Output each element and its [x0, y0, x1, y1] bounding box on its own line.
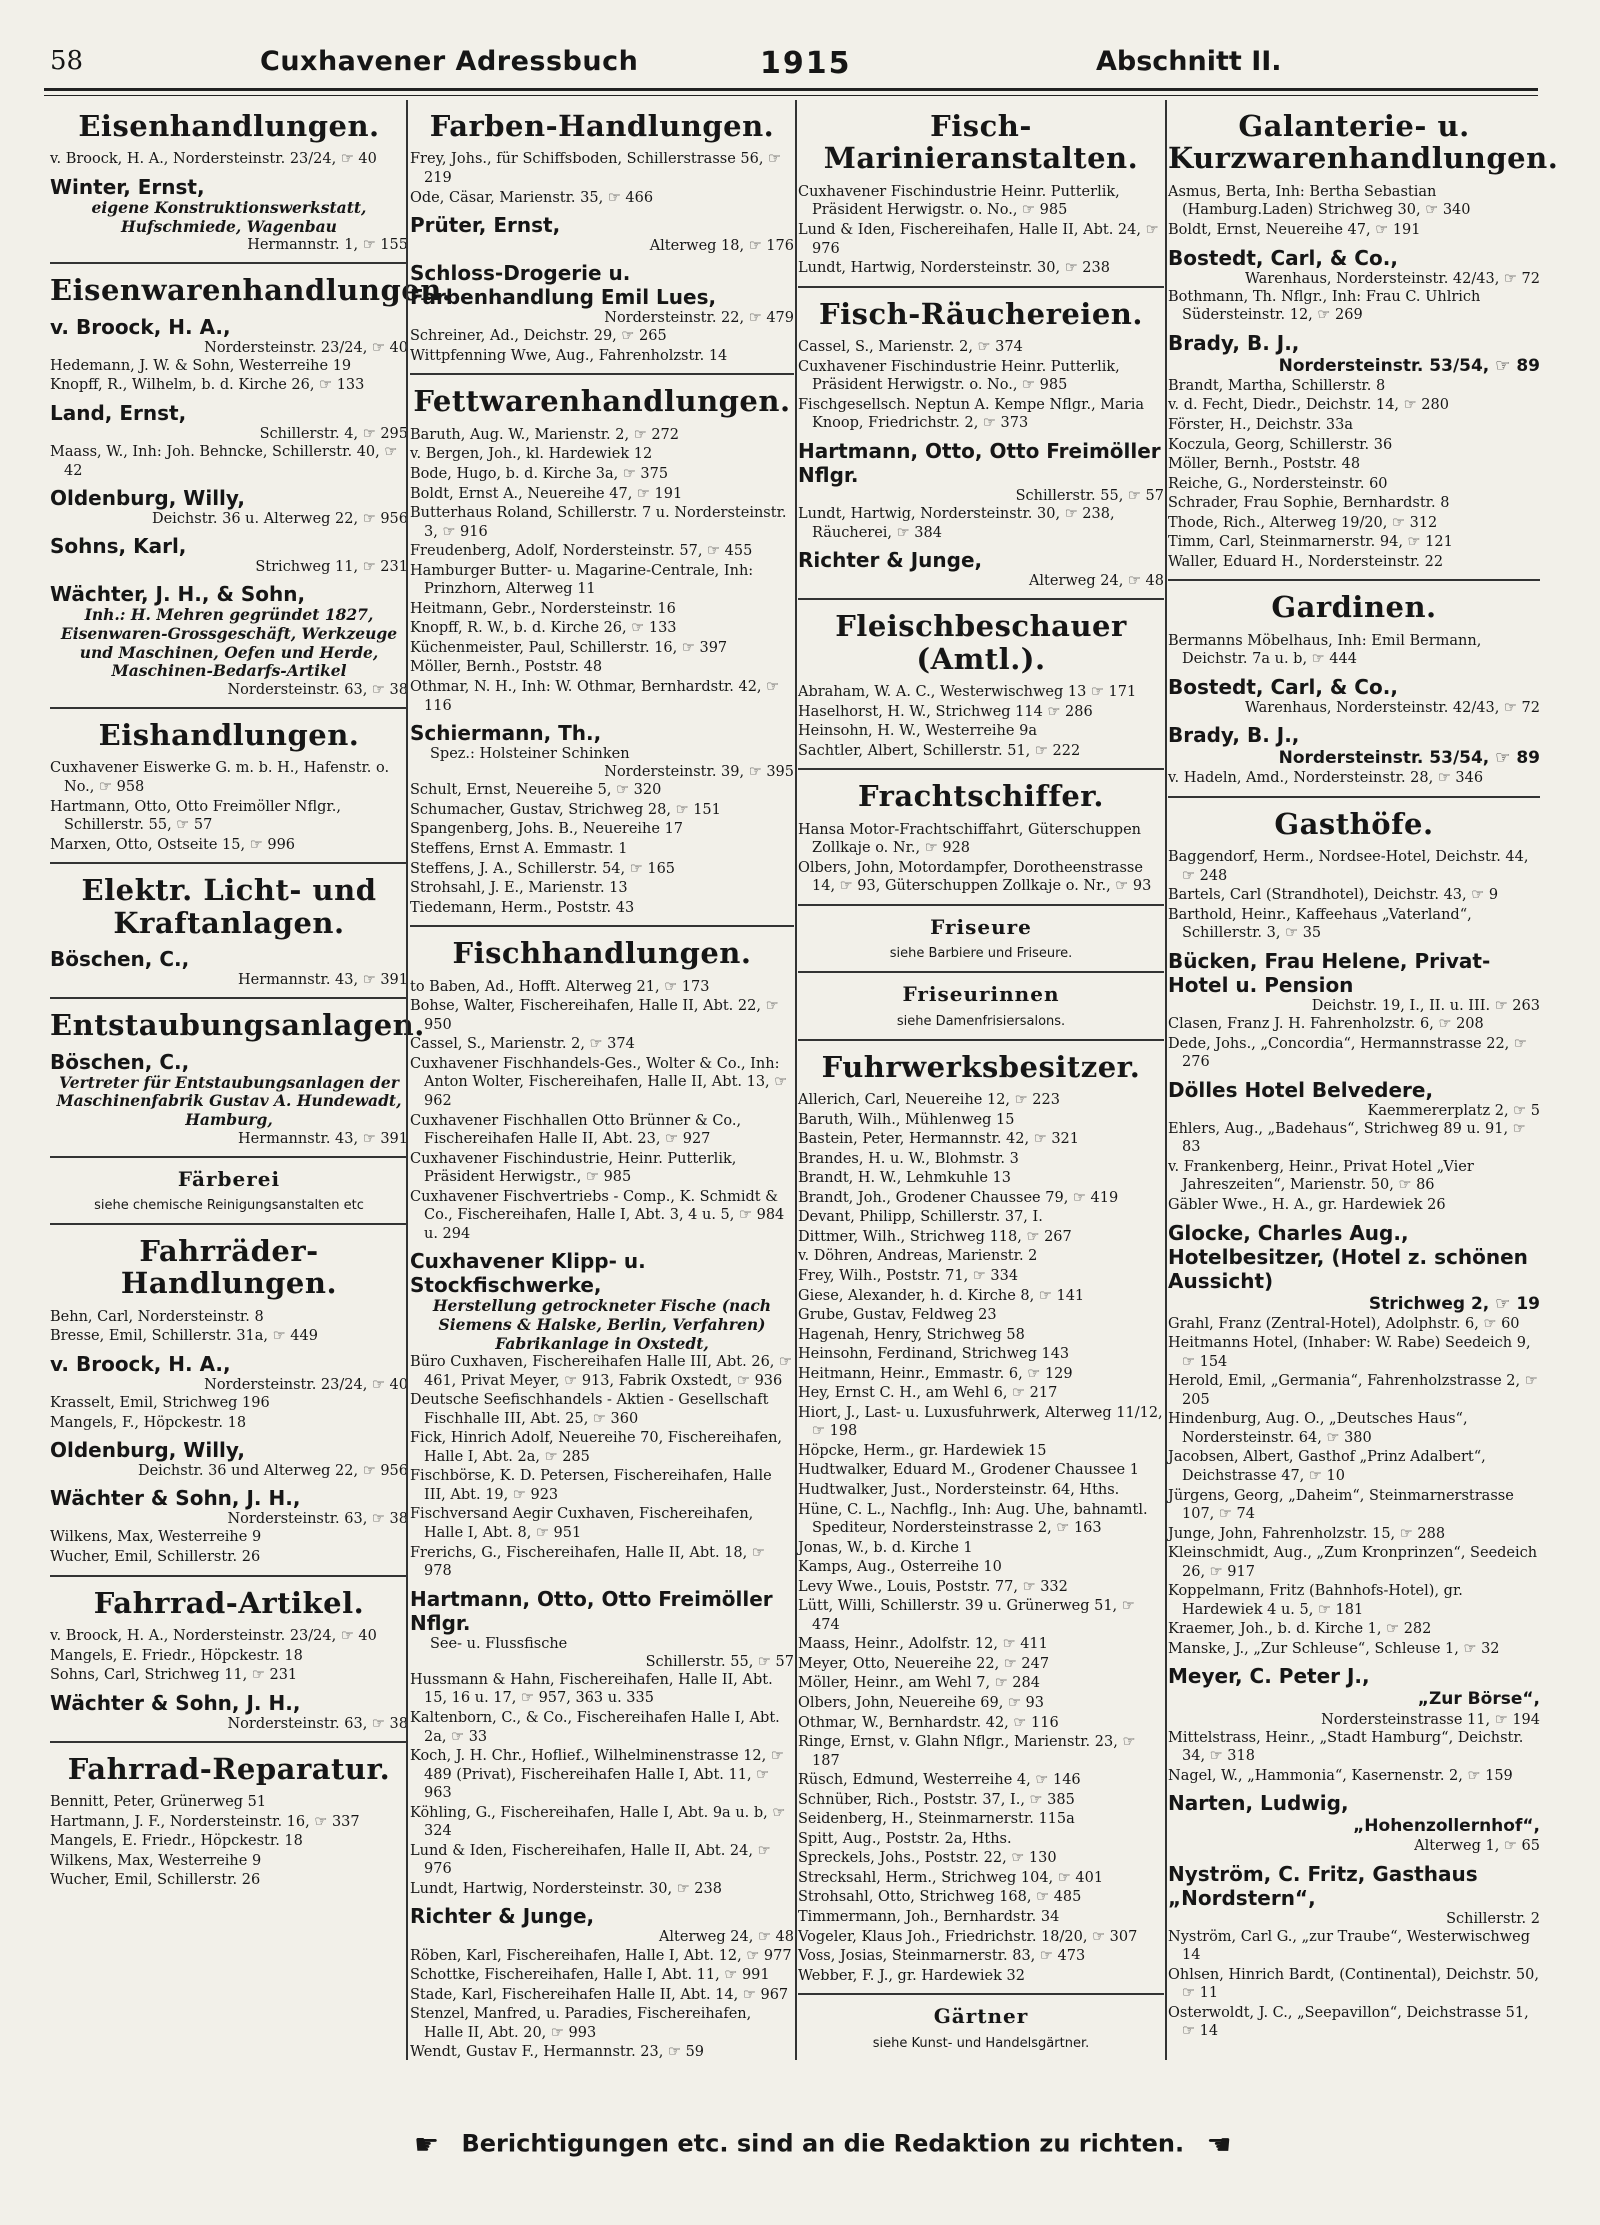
business-address: Strichweg 2, ☞ 19 [1368, 1293, 1540, 1314]
directory-entry: Behn, Carl, Nordersteinstr. 8 [50, 1308, 264, 1325]
section-rule [50, 707, 408, 709]
business-name: Brady, B. J., [1168, 330, 1300, 355]
column-1 [50, 100, 453, 2060]
directory-entry: Freudenberg, Adolf, Nordersteinstr. 57, ☞ 455 [410, 543, 753, 560]
header-rule [44, 88, 1538, 96]
directory-entry: Timm, Carl, Steinmarnerstr. 94, ☞ 121 [1168, 534, 1453, 551]
business-name: Sohns, Karl, [50, 534, 187, 559]
directory-entry: Ode, Cäsar, Marienstr. 35, ☞ 466 [410, 189, 654, 206]
directory-entry: Stenzel, Manfred, u. Paradies, Fischereihafen, Halle II, Abt. 20, ☞ 993 [410, 2006, 752, 2041]
directory-entry: Jonas, W., b. d. Kirche 1 [798, 1539, 973, 1556]
section-title: Fischhandlungen. [452, 936, 752, 971]
business-name: Wächter, J. H., & Sohn, [50, 582, 306, 607]
directory-entry: Nagel, W., „Hammonia“, Kasernenstr. 2, ☞ 159 [1168, 1767, 1513, 1784]
directory-entry: Ohlsen, Hinrich Bardt, (Continental), Deichstr. 50, ☞ 11 [1168, 1966, 1539, 2002]
section-title: Färberei [177, 1166, 281, 1191]
directory-entry: Asmus, Berta, Inh: Bertha Sebastian (Hamburg.Laden) Strichweg 30, ☞ 340 [1168, 183, 1471, 219]
directory-entry: Förster, H., Deichstr. 33a [1168, 416, 1354, 433]
business-detail: Alterweg 18, ☞ 176 [649, 238, 794, 255]
directory-entry: Dede, Johs., „Concordia“, Hermannstrasse 22, ☞ 276 [1168, 1035, 1527, 1071]
directory-entry: Cuxhavener Fischindustrie Heinr. Putterlik, Präsident Herwigstr. o. No., ☞ 985 [798, 358, 1120, 394]
business-detail: eigene Konstruktionswerkstatt, Hufschmiede, Wagenbau [91, 198, 367, 236]
directory-entry: Timmermann, Joh., Bernhardstr. 34 [798, 1909, 1060, 1925]
business-detail: Schillerstr. 4, ☞ 295 [259, 426, 408, 443]
directory-entry: Baruth, Wilh., Mühlenweg 15 [798, 1111, 1015, 1128]
page-header [48, 44, 1538, 92]
directory-entry: Koppelmann, Fritz (Bahnhofs-Hotel), gr. Hardewiek 4 u. 5, ☞ 181 [1168, 1583, 1463, 1618]
directory-entry: Hey, Ernst C. H., am Wehl 6, ☞ 217 [798, 1385, 1058, 1402]
directory-entry: Jürgens, Georg, „Daheim“, Steinmarnerstrasse 107, ☞ 74 [1168, 1487, 1514, 1523]
directory-entry: Frerichs, G., Fischereihafen, Halle II, Abt. 18, ☞ 978 [410, 1544, 765, 1580]
directory-entry: Wilkens, Max, Westerreihe 9 [50, 1529, 262, 1546]
business-detail: Strichweg 11, ☞ 231 [255, 559, 408, 576]
directory-entry: Rüsch, Edmund, Westerreihe 4, ☞ 146 [798, 1772, 1081, 1789]
year: 1915 [760, 46, 852, 81]
directory-entry: Schreiner, Ad., Deichstr. 29, ☞ 265 [410, 328, 667, 345]
business-name: Bücken, Frau Helene, Privat-Hotel u. Pension [1168, 948, 1491, 997]
business-name: Richter & Junge, [410, 1904, 595, 1929]
directory-entry: Webber, F. J., gr. Hardewiek 32 [798, 1967, 1025, 1984]
business-detail: Hermannstr. 43, ☞ 391 [237, 1130, 408, 1147]
directory-entry: Maass, Heinr., Adolfstr. 12, ☞ 411 [798, 1636, 1048, 1653]
directory-entry: Marxen, Otto, Ostseite 15, ☞ 996 [50, 836, 296, 853]
section-title: Fleischbeschauer (Amtl.). [835, 609, 1127, 676]
directory-entry: Bastein, Peter, Hermannstr. 42, ☞ 321 [798, 1131, 1080, 1148]
directory-entry: Hiort, J., Last- u. Luxusfuhrwerk, Alterweg 11/12, ☞ 198 [798, 1404, 1163, 1440]
column-divider [795, 100, 797, 2060]
see-reference: siehe Kunst- und Handelsgärtner. [872, 2035, 1090, 2051]
directory-entry: Hussmann & Hahn, Fischereihafen, Halle II, Abt. 15, 16 u. 17, ☞ 957, 363 u. 335 [410, 1671, 773, 1707]
directory-entry: Heitmann, Heinr., Emmastr. 6, ☞ 129 [798, 1365, 1073, 1382]
directory-entry: Fischbörse, K. D. Petersen, Fischereihafen, Halle III, Abt. 19, ☞ 923 [410, 1468, 772, 1503]
directory-entry: Schumacher, Gustav, Strichweg 28, ☞ 151 [410, 801, 721, 818]
directory-entry: Abraham, W. A. C., Westerwischweg 13 ☞ 171 [798, 684, 1137, 701]
directory-entry: Röben, Karl, Fischereihafen, Halle I, Abt. 12, ☞ 977 [410, 1947, 792, 1964]
directory-entry: Lund & Iden, Fischereihafen, Halle II, Abt. 24, ☞ 976 [798, 222, 1159, 257]
directory-entry: Kamps, Aug., Osterreihe 10 [798, 1559, 1002, 1576]
section-rule [798, 904, 1164, 906]
directory-entry: Gäbler Wwe., H. A., gr. Hardewiek 26 [1168, 1196, 1446, 1213]
section-title: Frachtschiffer. [858, 779, 1104, 814]
section-rule [798, 971, 1164, 973]
business-detail: Deichstr. 36 u. Alterweg 22, ☞ 956 [151, 511, 408, 528]
business-address: Nordersteinstr. 53/54, ☞ 89 [1278, 355, 1540, 376]
section-title: Fahrrad-Artikel. [93, 1585, 365, 1620]
directory-entry: Mangels, F., Höpckestr. 18 [50, 1414, 247, 1431]
directory-entry: to Baben, Ad., Hofft. Alterweg 21, ☞ 173 [410, 978, 710, 995]
directory-entry: Lundt, Hartwig, Nordersteinstr. 30, ☞ 238 [798, 260, 1110, 277]
section-title: Fisch-Räuchereien. [819, 296, 1143, 331]
directory-entry: Cuxhavener Eiswerke G. m. b. H., Hafenstr. o. No., ☞ 958 [50, 760, 390, 795]
business-name: Oldenburg, Willy, [50, 1438, 245, 1463]
directory-entry: Hudtwalker, Eduard M., Grodener Chaussee 1 [798, 1462, 1139, 1479]
footer-text: Berichtigungen etc. sind an die Redaktion zu richten. [461, 2129, 1185, 2158]
business-detail: Nordersteinstr. 63, ☞ 38 [227, 1715, 408, 1732]
business-detail: Vertreter für Entstaubungsanlagen der Maschinenfabrik Gustav A. Hundewadt, Hamburg, [56, 1072, 402, 1129]
directory-entry: Hansa Motor-Frachtschiffahrt, Güterschuppen Zollkaje o. Nr., ☞ 928 [798, 821, 1141, 857]
business-name: Winter, Ernst, [50, 175, 205, 200]
directory-entry: Bode, Hugo, b. d. Kirche 3a, ☞ 375 [410, 466, 669, 483]
directory-entry: Heinsohn, Ferdinand, Strichweg 143 [798, 1346, 1070, 1363]
column-3 [798, 100, 1164, 2060]
see-reference: siehe Barbiere und Friseure. [889, 946, 1073, 962]
section-rule [50, 1223, 408, 1225]
directory-entry: Hüne, C. L., Nachflg., Inh: Aug. Uhe, bahnamtl. Spediteur, Nordersteinstrasse 2, ☞ 163 [798, 1501, 1148, 1537]
directory-entry: Brandt, Joh., Grodener Chaussee 79, ☞ 419 [798, 1189, 1119, 1206]
directory-entry: Koch, J. H. Chr., Hoflief., Wilhelminenstrasse 12, ☞ 489 (Privat), Fischereihafen Halle I, Abt. 11, ☞ 963 [410, 1748, 784, 1802]
directory-entry: Köhling, G., Fischereihafen, Halle I, Abt. 9a u. b, ☞ 324 [410, 1804, 786, 1840]
directory-entry: Möller, Heinr., am Wehl 7, ☞ 284 [798, 1675, 1040, 1692]
directory-entry: Allerich, Carl, Neuereihe 12, ☞ 223 [798, 1092, 1060, 1109]
directory-entry: v. Döhren, Andreas, Marienstr. 2 [798, 1248, 1038, 1265]
section-title: Entstaubungsanlagen. [50, 1008, 425, 1043]
footer-note [400, 2128, 1400, 2168]
column-4 [1168, 100, 1559, 2060]
directory-entry: Cassel, S., Marienstr. 2, ☞ 374 [798, 339, 1023, 356]
directory-entry: Knopff, R. W., b. d. Kirche 26, ☞ 133 [410, 620, 677, 637]
directory-entry: Junge, John, Fahrenholzstr. 15, ☞ 288 [1168, 1525, 1446, 1542]
business-detail: Nordersteinstr. 63, ☞ 38 [227, 1511, 408, 1528]
directory-entry: Grube, Gustav, Feldweg 23 [798, 1307, 997, 1324]
directory-entry: Stade, Karl, Fischereihafen Halle II, Abt. 14, ☞ 967 [410, 1986, 789, 2003]
directory-entry: Hindenburg, Aug. O., „Deutsches Haus“, Nordersteinstr. 64, ☞ 380 [1168, 1411, 1468, 1446]
directory-entry: Baggendorf, Herm., Nordsee-Hotel, Deichstr. 44, ☞ 248 [1168, 849, 1529, 884]
directory-entry: Spitt, Aug., Poststr. 2a, Hths. [798, 1830, 1012, 1847]
section-title: Gardinen. [1271, 590, 1437, 625]
directory-entry: Hartmann, Otto, Otto Freimöller Nflgr., Schillerstr. 55, ☞ 57 [50, 798, 341, 834]
page-number: 58 [50, 46, 84, 76]
directory-entry: Frey, Johs., für Schiffsboden, Schillerstrasse 56, ☞ 219 [410, 151, 782, 187]
directory-entry: Maass, W., Inh: Joh. Behncke, Schillerstr. 40, ☞ 42 [50, 444, 398, 479]
directory-entry: Fischversand Aegir Cuxhaven, Fischereihafen, Halle I, Abt. 8, ☞ 951 [410, 1506, 754, 1542]
business-name: Böschen, C., [50, 947, 190, 972]
section-rule [1168, 579, 1540, 581]
business-name: Wächter & Sohn, J. H., [50, 1690, 301, 1715]
business-detail: Nordersteinstr. 23/24, ☞ 40 [204, 1376, 408, 1393]
directory-entry: Cuxhavener Fischindustrie, Heinr. Putterlik, Präsident Herwigstr., ☞ 985 [410, 1150, 737, 1186]
business-detail: Hermannstr. 1, ☞ 155 [247, 237, 408, 254]
directory-entry: Seidenberg, H., Steinmarnerstr. 115a [798, 1811, 1075, 1828]
directory-entry: Wilkens, Max, Westerreihe 9 [50, 1852, 262, 1869]
directory-entry: Tiedemann, Herm., Poststr. 43 [410, 899, 635, 916]
directory-entry: Haselhorst, H. W., Strichweg 114 ☞ 286 [798, 703, 1093, 720]
directory-entry: Schottke, Fischereihafen, Halle I, Abt. 11, ☞ 991 [410, 1967, 770, 1984]
directory-entry: Manske, J., „Zur Schleuse“, Schleuse 1, ☞ 32 [1168, 1640, 1500, 1657]
directory-entry: Steffens, Ernst A. Emmastr. 1 [410, 841, 628, 858]
directory-entry: Steffens, J. A., Schillerstr. 54, ☞ 165 [410, 860, 676, 877]
directory-entry: Levy Wwe., Louis, Poststr. 77, ☞ 332 [798, 1578, 1068, 1595]
directory-entry: Deutsche Seefischhandels - Aktien - Gesellschaft Fischhalle III, Abt. 25, ☞ 360 [410, 1392, 769, 1427]
directory-entry: Wittpfenning Wwe, Aug., Fahrenholzstr. 14 [410, 347, 728, 364]
directory-entry: Knopff, R., Wilhelm, b. d. Kirche 26, ☞ 133 [50, 377, 365, 394]
section-title: Farben-Handlungen. [429, 109, 775, 143]
section-title: Eisenwarenhandlungen. [50, 273, 453, 308]
business-detail: Warenhaus, Nordersteinstr. 42/43, ☞ 72 [1245, 270, 1540, 287]
see-reference: siehe chemische Reinigungsanstalten etc [94, 1198, 364, 1214]
business-name: Hartmann, Otto, Otto Freimöller Nflgr. [410, 1586, 773, 1635]
directory-entry: Thode, Rich., Alterweg 19/20, ☞ 312 [1168, 514, 1438, 531]
business-detail: Nordersteinstr. 63, ☞ 38 [227, 681, 408, 698]
section-rule [410, 373, 794, 375]
business-address: „Hohenzollernhof“, [1353, 1816, 1540, 1837]
directory-entry: Ringe, Ernst, v. Glahn Nflgr., Marienstr. 23, ☞ 187 [798, 1734, 1136, 1769]
directory-entry: Hagenah, Henry, Strichweg 58 [798, 1326, 1025, 1343]
business-name: Meyer, C. Peter J., [1168, 1664, 1370, 1689]
directory-entry: Boldt, Ernst, Neuereihe 47, ☞ 191 [1168, 222, 1421, 239]
directory-entry: Hedemann, J. W. & Sohn, Westerreihe 19 [50, 357, 352, 374]
business-detail: Schillerstr. 55, ☞ 57 [645, 1653, 794, 1670]
business-name: v. Broock, H. A., [50, 314, 231, 339]
section-title: Galanterie- u. Kurzwarenhandlungen. [1168, 109, 1559, 176]
directory-entry: Heitmanns Hotel, (Inhaber: W. Rabe) Seedeich 9, ☞ 154 [1168, 1335, 1531, 1370]
directory-entry: Lütt, Willi, Schillerstr. 39 u. Grünerweg 51, ☞ 474 [798, 1598, 1135, 1633]
section-title: Friseure [930, 915, 1032, 939]
business-name: Prüter, Ernst, [410, 213, 561, 238]
directory-entry: Bresse, Emil, Schillerstr. 31a, ☞ 449 [50, 1328, 318, 1345]
directory-entry: Kaltenborn, C., & Co., Fischereihafen Halle I, Abt. 2a, ☞ 33 [410, 1710, 780, 1745]
directory-entry: Wucher, Emil, Schillerstr. 26 [50, 1872, 261, 1889]
business-detail: Deichstr. 36 und Alterweg 22, ☞ 956 [137, 1463, 408, 1480]
business-name: v. Broock, H. A., [50, 1351, 231, 1376]
directory-entry: Olbers, John, Motordampfer, Dorotheenstrasse 14, ☞ 93, Güterschuppen Zollkaje o. Nr., ☞ 93 [798, 859, 1152, 895]
directory-entry: Voss, Josias, Steinmarnerstr. 83, ☞ 473 [798, 1948, 1086, 1965]
business-name: Hartmann, Otto, Otto Freimöller Nflgr. [798, 438, 1161, 487]
directory-entry: Bohse, Walter, Fischereihafen, Halle II, Abt. 22, ☞ 950 [410, 998, 779, 1033]
section-rule [798, 1993, 1164, 1995]
business-detail: Alterweg 24, ☞ 48 [658, 1929, 794, 1946]
directory-entry: Brandes, H. u. W., Blohmstr. 3 [798, 1150, 1019, 1167]
business-name: Nyström, C. Fritz, Gasthaus „Nordstern“, [1168, 1861, 1478, 1910]
business-detail: Warenhaus, Nordersteinstr. 42/43, ☞ 72 [1245, 699, 1540, 716]
directory-entry: Mangels, E. Friedr., Höpckestr. 18 [50, 1833, 303, 1850]
directory-entry: Cuxhavener Fischvertriebs - Comp., K. Schmidt & Co., Fischereihafen, Halle I, Abt. 3, 4 u. 5, ☞ 984 u. 294 [410, 1188, 785, 1242]
directory-entry: Hudtwalker, Just., Nordersteinstr. 64, Hths. [798, 1481, 1120, 1498]
directory-entry: Heinsohn, H. W., Westerreihe 9a [798, 723, 1037, 740]
directory-entry: Fick, Hinrich Adolf, Neuereihe 70, Fischereihafen, Halle I, Abt. 2a, ☞ 285 [410, 1430, 783, 1465]
directory-entry: Mittelstrass, Heinr., „Stadt Hamburg“, Deichstr. 34, ☞ 318 [1168, 1729, 1524, 1765]
section-label: Abschnitt II. [1096, 46, 1282, 77]
directory-entry: Sachtler, Albert, Schillerstr. 51, ☞ 222 [798, 742, 1081, 759]
column-divider [1165, 100, 1167, 2060]
section-rule [410, 925, 794, 927]
section-title: Eisenhandlungen. [78, 109, 380, 143]
directory-entry: Clasen, Franz J. H. Fahrenholzstr. 6, ☞ 208 [1168, 1016, 1484, 1033]
business-detail: Nordersteinstr. 39, ☞ 395 [604, 764, 794, 781]
business-name: Bostedt, Carl, & Co., [1168, 245, 1398, 270]
business-detail: Nordersteinstr. 22, ☞ 479 [604, 310, 794, 327]
directory-entry: Spreckels, Johs., Poststr. 22, ☞ 130 [798, 1850, 1057, 1867]
business-detail: Deichstr. 19, I., II. u. III. ☞ 263 [1311, 997, 1540, 1014]
business-name: Richter & Junge, [798, 548, 983, 573]
section-rule [50, 1575, 408, 1577]
directory-entry: Lundt, Hartwig, Nordersteinstr. 30, ☞ 238 [410, 1880, 722, 1897]
directory-entry: Schrader, Frau Sophie, Bernhardstr. 8 [1168, 495, 1450, 512]
directory-entry: Cuxhavener Fischhallen Otto Brünner & Co., Fischereihafen Halle II, Abt. 23, ☞ 927 [410, 1112, 742, 1148]
directory-entry: Möller, Bernh., Poststr. 48 [410, 659, 603, 676]
directory-entry: Frey, Wilh., Poststr. 71, ☞ 334 [798, 1267, 1019, 1284]
section-title: Friseurinnen [902, 982, 1060, 1007]
directory-entry: Krasselt, Emil, Strichweg 196 [50, 1395, 270, 1412]
business-address: „Zur Börse“, [1417, 1689, 1540, 1710]
business-detail: Nordersteinstrasse 11, ☞ 194 [1321, 1711, 1540, 1728]
section-title: Fettwarenhandlungen. [413, 384, 791, 419]
column-divider [406, 100, 408, 2060]
business-name: Glocke, Charles Aug., Hotelbesitzer, (Hotel z. schönen Aussicht) [1168, 1220, 1528, 1293]
directory-entry: Strohsahl, Otto, Strichweg 168, ☞ 485 [798, 1889, 1082, 1906]
directory-entry: Bartels, Carl (Strandhotel), Deichstr. 43, ☞ 9 [1168, 887, 1499, 904]
directory-entry: Cassel, S., Marienstr. 2, ☞ 374 [410, 1036, 635, 1053]
directory-entry: Lund & Iden, Fischereihafen, Halle II, Abt. 24, ☞ 976 [410, 1842, 771, 1878]
see-reference: siehe Damenfrisiersalons. [896, 1013, 1066, 1029]
business-name: Narten, Ludwig, [1168, 1791, 1349, 1816]
directory-entry: Nyström, Carl G., „zur Traube“, Westerwischweg 14 [1168, 1928, 1531, 1964]
section-title: Gasthöfe. [1274, 806, 1434, 841]
directory-entry: Kraemer, Joh., b. d. Kirche 1, ☞ 282 [1168, 1621, 1432, 1638]
directory-entry: Wendt, Gustav F., Hermannstr. 23, ☞ 59 [410, 2044, 705, 2061]
directory-entry: Butterhaus Roland, Schillerstr. 7 u. Nordersteinstr. 3, ☞ 916 [410, 505, 787, 540]
directory-entry: Möller, Bernh., Poststr. 48 [1168, 456, 1361, 473]
pointing-hand-icon: ☛ [414, 2128, 440, 2161]
directory-entry: Sohns, Carl, Strichweg 11, ☞ 231 [50, 1667, 298, 1684]
directory-entry: Hartmann, J. F., Nordersteinstr. 16, ☞ 337 [50, 1813, 360, 1830]
directory-entry: Schult, Ernst, Neuereihe 5, ☞ 320 [410, 782, 662, 799]
directory-entry: Dittmer, Wilh., Strichweg 118, ☞ 267 [798, 1228, 1072, 1245]
directory-entry: Mangels, E. Friedr., Höpckestr. 18 [50, 1647, 303, 1664]
directory-entry: Höpcke, Herm., gr. Hardewiek 15 [798, 1442, 1047, 1459]
directory-entry: Reiche, G., Nordersteinstr. 60 [1168, 475, 1388, 492]
directory-entry: Fischgesellsch. Neptun A. Kempe Nflgr., Maria Knoop, Friedrichstr. 2, ☞ 373 [798, 396, 1144, 432]
directory-entry: Othmar, N. H., Inh: W. Othmar, Bernhardstr. 42, ☞ 116 [410, 679, 780, 714]
directory-entry: Bermanns Möbelhaus, Inh: Emil Bermann, Deichstr. 7a u. b, ☞ 444 [1168, 632, 1482, 668]
section-title: Fahrrad-Reparatur. [67, 1751, 391, 1786]
directory-entry: Waller, Eduard H., Nordersteinstr. 22 [1168, 553, 1444, 570]
directory-entry: v. Bergen, Joh., kl. Hardewiek 12 [410, 446, 653, 463]
business-detail: Kaemmererplatz 2, ☞ 5 [1367, 1102, 1540, 1119]
business-name: Cuxhavener Klipp- u. Stockfischwerke, [410, 1249, 646, 1298]
directory-entry: Othmar, W., Bernhardstr. 42, ☞ 116 [798, 1714, 1059, 1731]
directory-entry: Grahl, Franz (Zentral-Hotel), Adolphstr. 6, ☞ 60 [1168, 1315, 1520, 1332]
directory-entry: Lundt, Hartwig, Nordersteinstr. 30, ☞ 238, Räucherei, ☞ 384 [798, 506, 1115, 541]
directory-entry: Cuxhavener Fischhandels-Ges., Wolter & Co., Inh: Anton Wolter, Fischereihafen, Halle II, Abt. 13, ☞ 962 [410, 1055, 788, 1109]
section-rule [798, 1039, 1164, 1041]
directory-entry: Meyer, Otto, Neuereihe 22, ☞ 247 [798, 1655, 1050, 1672]
directory-entry: Bothmann, Th. Nflgr., Inh: Frau C. Uhlrich Südersteinstr. 12, ☞ 269 [1168, 288, 1481, 324]
book-title: Cuxhavener Adressbuch [260, 46, 639, 77]
directory-entry: Spangenberg, Johs. B., Neuereihe 17 [410, 821, 684, 838]
section-title: Fahrräder-Handlungen. [120, 1233, 338, 1301]
pointing-hand-icon: ☚ [1206, 2128, 1232, 2161]
directory-entry: Brandt, H. W., Lehmkuhle 13 [798, 1170, 1011, 1187]
section-rule [50, 1156, 408, 1158]
business-detail: Schillerstr. 55, ☞ 57 [1015, 487, 1164, 504]
business-detail: Schillerstr. 2 [1446, 1910, 1540, 1927]
section-rule [798, 286, 1164, 288]
directory-entry: Wucher, Emil, Schillerstr. 26 [50, 1548, 261, 1565]
directory-entry: Koczula, Georg, Schillerstr. 36 [1168, 436, 1393, 453]
section-rule [50, 262, 408, 264]
section-rule [798, 598, 1164, 600]
directory-entry: v. Broock, H. A., Nordersteinstr. 23/24, ☞ 40 [50, 151, 377, 168]
section-rule [50, 1741, 408, 1743]
directory-entry: Vogeler, Klaus Joh., Friedrichstr. 18/20, ☞ 307 [798, 1928, 1138, 1945]
directory-entry: Boldt, Ernst A., Neuereihe 47, ☞ 191 [410, 485, 683, 502]
business-name: Wächter & Sohn, J. H., [50, 1486, 301, 1511]
section-title: Gärtner [933, 2004, 1029, 2029]
directory-entry: Jacobsen, Albert, Gasthof „Prinz Adalbert“, Deichstrasse 47, ☞ 10 [1168, 1449, 1486, 1484]
business-name: Böschen, C., [50, 1049, 190, 1074]
business-detail: Alterweg 1, ☞ 65 [1414, 1838, 1540, 1855]
business-name: Brady, B. J., [1168, 723, 1300, 748]
business-detail: Alterweg 24, ☞ 48 [1028, 573, 1164, 590]
directory-entry: v. d. Fecht, Diedr., Deichstr. 14, ☞ 280 [1168, 397, 1449, 414]
business-name: Land, Ernst, [50, 401, 187, 426]
directory-entry: v. Hadeln, Amd., Nordersteinstr. 28, ☞ 346 [1168, 770, 1484, 787]
directory-entry: Giese, Alexander, h. d. Kirche 8, ☞ 141 [798, 1287, 1085, 1304]
directory-entry: Olbers, John, Neuereihe 69, ☞ 93 [798, 1694, 1045, 1711]
section-rule [798, 768, 1164, 770]
directory-entry: Strecksahl, Herm., Strichweg 104, ☞ 401 [798, 1869, 1104, 1886]
business-name: Oldenburg, Willy, [50, 486, 245, 511]
business-detail: Nordersteinstr. 23/24, ☞ 40 [204, 339, 408, 356]
section-rule [50, 997, 408, 999]
business-detail: See- u. Flussfische [430, 1635, 568, 1652]
directory-entry: Schnüber, Rich., Poststr. 37, I., ☞ 385 [798, 1791, 1075, 1808]
business-address: Nordersteinstr. 53/54, ☞ 89 [1278, 748, 1540, 769]
section-title: Eishandlungen. [98, 717, 360, 752]
directory-entry: Brandt, Martha, Schillerstr. 8 [1168, 377, 1386, 394]
directory-entry: Devant, Philipp, Schillerstr. 37, I. [798, 1209, 1043, 1226]
directory-entry: Barthold, Heinr., Kaffeehaus „Vaterland“, Schillerstr. 3, ☞ 35 [1168, 906, 1472, 942]
directory-entry: Büro Cuxhaven, Fischereihafen Halle III, Abt. 26, ☞ 461, Privat Meyer, ☞ 913, Fabrik Oxstedt, ☞ 936 [410, 1354, 793, 1389]
directory-entry: v. Broock, H. A., Nordersteinstr. 23/24, ☞ 40 [50, 1627, 377, 1644]
directory-entry: Kleinschmidt, Aug., „Zum Kronprinzen“, Seedeich 26, ☞ 917 [1168, 1545, 1538, 1580]
directory-entry: Cuxhavener Fischindustrie Heinr. Putterlik, Präsident Herwigstr. o. No., ☞ 985 [798, 183, 1120, 219]
section-rule [1168, 796, 1540, 798]
directory-entry: Strohsahl, J. E., Marienstr. 13 [410, 880, 628, 897]
directory-entry: Ehlers, Aug., „Badehaus“, Strichweg 89 u. 91, ☞ 83 [1168, 1120, 1526, 1156]
business-name: Schiermann, Th., [410, 721, 602, 746]
directory-entry: Küchenmeister, Paul, Schillerstr. 16, ☞ 397 [410, 639, 728, 656]
business-name: Dölles Hotel Belvedere, [1168, 1077, 1434, 1102]
directory-entry: Bennitt, Peter, Grünerweg 51 [50, 1794, 267, 1811]
directory-entry: Herold, Emil, „Germania“, Fahrenholzstrasse 2, ☞ 205 [1168, 1373, 1538, 1408]
business-detail: Inh.: H. Mehren gegründet 1827, Eisenwaren-Grossgeschäft, Werkzeuge und Maschinen, Oefen und Herde, Maschinen-Bedarfs-Artikel [60, 605, 398, 681]
business-name: Schloss-Drogerie u. Farbenhandlung Emil Lues, [410, 261, 717, 310]
column-2 [410, 100, 794, 2060]
directory-entry: v. Frankenberg, Heinr., Privat Hotel „Vier Jahreszeiten“, Marienstr. 50, ☞ 86 [1168, 1158, 1474, 1194]
directory-entry: Osterwoldt, J. C., „Seepavillon“, Deichstrasse 51, ☞ 14 [1168, 2004, 1529, 2040]
business-detail: Spez.: Holsteiner Schinken [430, 746, 630, 763]
directory-entry: Hamburger Butter- u. Magarine-Centrale, Inh: Prinzhorn, Alterweg 11 [410, 562, 754, 598]
directory-entry: Heitmann, Gebr., Nordersteinstr. 16 [410, 600, 676, 617]
business-name: Bostedt, Carl, & Co., [1168, 674, 1398, 699]
business-detail: Herstellung getrockneter Fische (nach Siemens & Halske, Berlin, Verfahren) Fabrikanlage in Oxstedt, [432, 1296, 772, 1353]
section-title: Fisch-Marinieranstalten. [823, 109, 1139, 176]
business-detail: Hermannstr. 43, ☞ 391 [237, 972, 408, 989]
section-title: Elektr. Licht- und Kraftanlagen. [81, 873, 377, 940]
section-title: Fuhrwerksbesitzer. [821, 1049, 1141, 1084]
section-rule [50, 862, 408, 864]
directory-entry: Baruth, Aug. W., Marienstr. 2, ☞ 272 [410, 426, 679, 443]
